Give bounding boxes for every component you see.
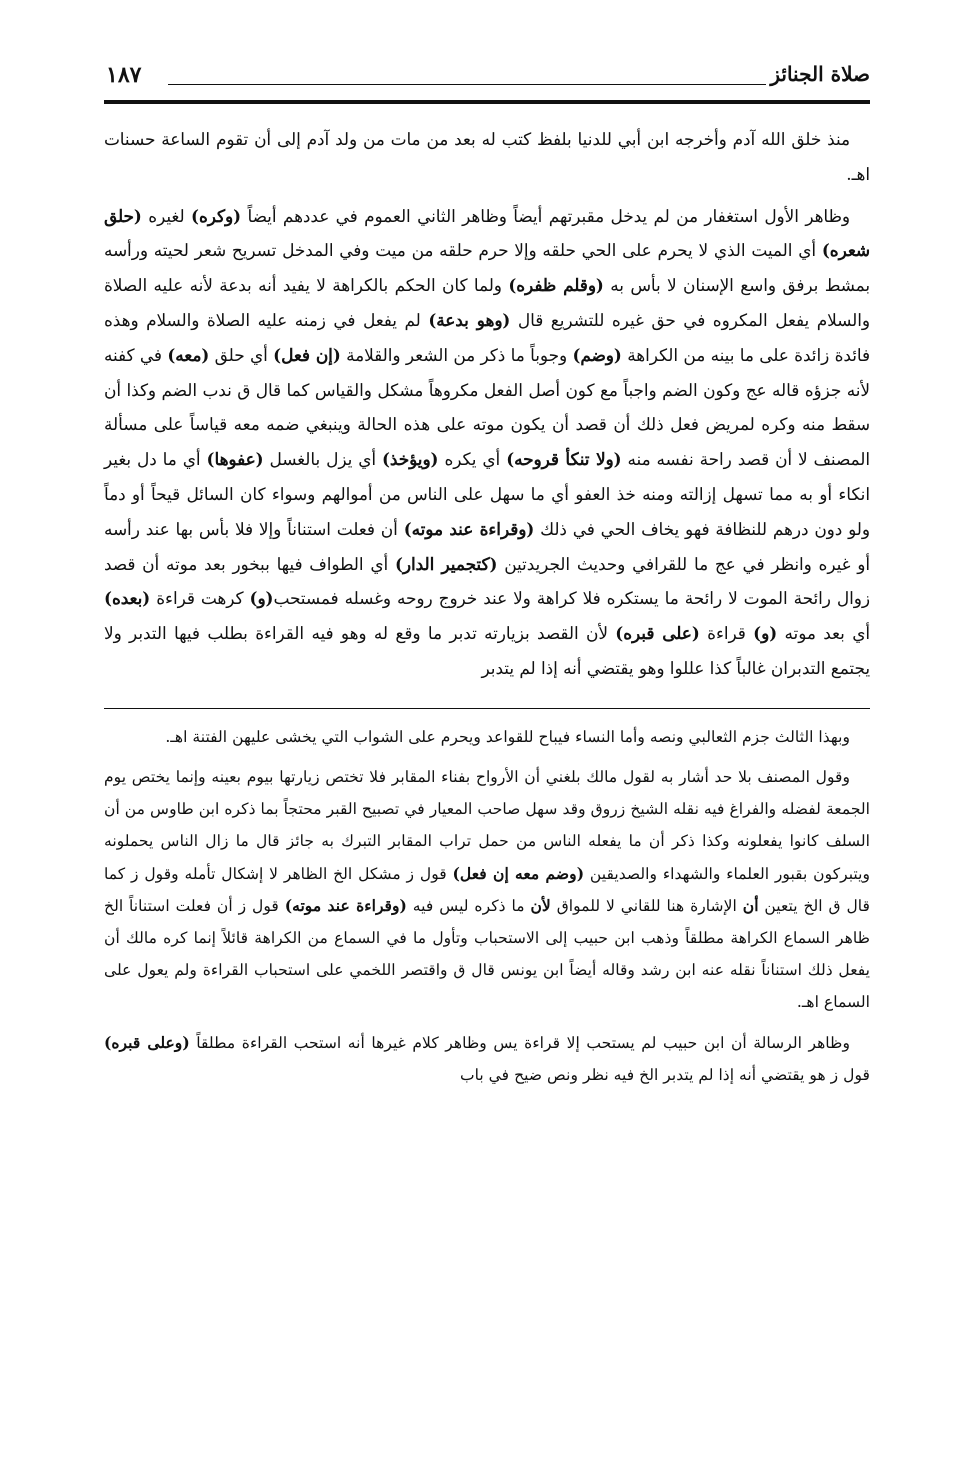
text-segment: في كفنه لأنه جزؤه قاله عج وكون الضم واجباً مع كون أصل الفعل مكروهاً مشكل والقياس كما قال ق ندب الضم وكذا أن سقط منه وكره لمريض فعل ذلك أن قصد أن يكون موته على هذه الحالة وينبغي ضمه معه قياساً على مسألة المصنف لا أن قصد راحة نفسه منه bbox=[104, 344, 871, 470]
bold-term: (وضم معه إن فعل) bbox=[452, 863, 585, 883]
page-number: ١٨٧ bbox=[106, 62, 142, 88]
text-segment: لأن القصد بزيارته تدبر ما وقع له وهو فيه القراءة بطلب فيها التدبر ولا يجتمع التدبران غالباً كذا عللوا وهو يقتضي أنه إذا لم يتدبر bbox=[104, 623, 870, 678]
text-segment: قول ز مشكل الخ الظاهر لا إشكال تأمله وقول ز كما قال ق الخ يتعين bbox=[104, 864, 871, 915]
bold-term: (و) bbox=[753, 623, 778, 644]
book-page bbox=[104, 58, 870, 1091]
bold-term: (بعده) bbox=[104, 588, 151, 609]
footnote-paragraph-2 bbox=[104, 761, 870, 1019]
text-segment: أي الميت الذي لا يحرم على الحي حلقه وإلا حرم حلقه من ميت وفي المدخل تسريح شعر لحيته ورأسه بمشط برفق واسع الإسنان لا بأس به bbox=[104, 240, 870, 296]
bold-term: (ويؤخذ) bbox=[381, 449, 439, 470]
text-segment: قراءة bbox=[699, 623, 754, 644]
main-text bbox=[104, 122, 870, 686]
footnote-paragraph-1: وبهذا الثالث جزم الثعالبي ونصه وأما النساء فيباح للقواعد ويحرم على الشواب التي يخشى عليهن الفتنة اهـ. bbox=[165, 727, 850, 746]
running-header bbox=[104, 58, 870, 104]
bold-term: (وقراءة عند موته) bbox=[403, 518, 535, 539]
footnote-divider bbox=[104, 708, 870, 709]
text-segment: لم يفعل في زمنه عليه الصلاة والسلام وهذه فائدة زائدة على ما بينه من الكراهة bbox=[104, 309, 870, 365]
text-segment: أي الطواف فيها ببخور بعد موته أن قصد زوال رائحة الموت لا رائحة ما يستكره فلا كراهة ولا عند خروج روحه وغسله فمستحب bbox=[104, 553, 870, 609]
text-segment: وقول المصنف بلا حد أشار به لقول مالك بلغني أن الأرواح بفناء المقابر فلا تختص زيارتها بيوم بعينه وإنما يختص يوم الجمعة لفضله والفراغ فيه نقله الشيخ زروق وقد سهل صاحب المعيار في تصبيح القبر محتجاً بما ذكره ابن طاوس من أن السلف كانوا يفعلونه وكذا ذكر أن ما يفعله الناس من حمل تراب المقابر التبرك به جائز قال ما زال الناس يحملونه ويتبركون بقبور العلماء والشهداء والصديقين bbox=[104, 767, 871, 883]
text-segment: ولما كان الحكم بالكراهة لا يفيد أنه بدعة لأنه عليه الصلاة والسلام يفعل المكروه في حق غيره للتشريع قال bbox=[104, 275, 870, 330]
bold-term: (وكره) bbox=[191, 205, 242, 226]
bold-term: (وقراءة عند موته) bbox=[284, 895, 407, 915]
text-segment: أي يكره bbox=[438, 449, 507, 470]
bold-term: (معه) bbox=[167, 344, 210, 365]
text-segment: قول ز هو يقتضي أنه إذا لم يتدبر الخ فيه نظر ونص ضيح في باب bbox=[459, 1065, 870, 1084]
text-segment: وظاهر الرسالة أن ابن حبيب لم يستحب إلا قراءة يس وظاهر كلام غيرها أنه استحب القراءة مطلقاً bbox=[189, 1033, 850, 1052]
bold-term: (و) bbox=[249, 588, 274, 609]
bold-term: (على قبره) bbox=[615, 623, 700, 644]
bold-term: (وهو بدعة) bbox=[428, 309, 511, 330]
footnote-paragraph-3 bbox=[104, 1027, 870, 1091]
main-paragraph-1: منذ خلق الله آدم وأخرجه ابن أبي للدنيا بلفظ كتب له بعد من مات من ولد آدم إلى أن تقوم الساعة حسنات اهـ. bbox=[104, 129, 870, 184]
bold-term: (وعلى قبره) bbox=[104, 1032, 190, 1052]
bold-term: (كتجمير الدار) bbox=[394, 553, 498, 574]
text-segment: وجوباً ما ذكر من الشعر والقلامة bbox=[340, 344, 573, 365]
text-segment: كرهت قراءة bbox=[150, 588, 250, 609]
bold-term: (عفوها) bbox=[206, 449, 264, 470]
bold-term: (حلق شعره) bbox=[104, 205, 870, 261]
text-segment: لغيره bbox=[141, 205, 192, 226]
bold-term: أن bbox=[742, 895, 759, 915]
bold-term: لأن bbox=[530, 895, 551, 915]
header-rule bbox=[168, 84, 766, 85]
bold-term: (وقلم ظفره) bbox=[508, 275, 604, 296]
text-segment: أي حلق bbox=[209, 344, 274, 365]
bold-term: (وضم) bbox=[572, 344, 622, 365]
chapter-title: صلاة الجنائز bbox=[770, 62, 870, 86]
text-segment: الإشارة هنا للقاني لا للمواق bbox=[550, 896, 743, 915]
text-segment: أن فعلت استناناً وإلا فلا بأس بها عند رأسه أو غيره وانظر في عج ما للقرافي وحديث الجريدتين bbox=[104, 518, 870, 574]
text-segment: قول ز أن فعلت استناناً الخ ظاهر السماع الكراهة مطلقاً وذهب ابن حبيب إلى الاستحباب وتأول ما في السماع من الكراهة قائلاً إنما كره مالك أن يفعل ذلك استناناً نقله عنه ابن رشد وقاله أيضاً ابن يونس قال ق واقتصر اللخمي على استحباب القراءة ولم يعول على السماع اهـ. bbox=[104, 896, 870, 1012]
text-segment: وظاهر الأول استغفار من لم يدخل مقبرتهم أيضاً وظاهر الثاني العموم في عددهم أيضاً bbox=[241, 205, 850, 226]
bold-term: (ولا تنكأ قروحه) bbox=[506, 449, 622, 470]
text-segment: أي بعد موته bbox=[777, 623, 871, 644]
footnotes bbox=[104, 721, 870, 1091]
text-segment: أي يزل بالغسل bbox=[263, 449, 382, 470]
text-segment: ما ذكره ليس فيه bbox=[406, 896, 531, 915]
bold-term: (إن فعل) bbox=[273, 344, 341, 365]
main-paragraph-2 bbox=[104, 199, 870, 686]
text-segment: أي ما دل بغير انكاء أو به مما تسهل إزالته ومنه خذ العفو أي ما سهل على الناس من أموالهم وسواء كان السائل قيحاً أو دماً ولو دون درهم للنظافة فهو يخاف الحي في ذلك bbox=[104, 449, 871, 539]
